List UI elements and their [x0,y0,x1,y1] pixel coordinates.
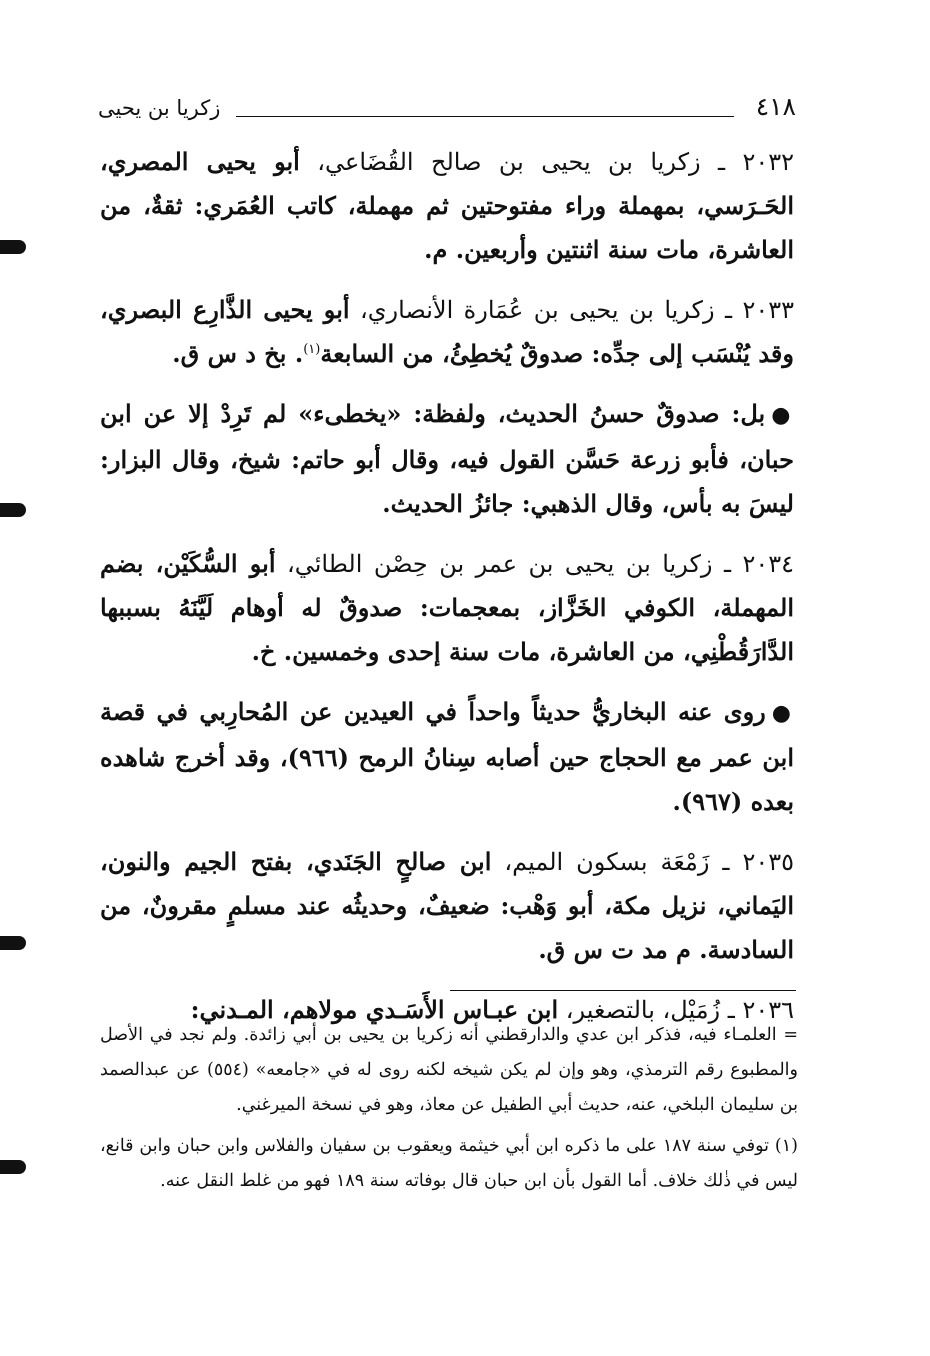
entry-heading: ٢٠٣٢ ـ زكريا بن يحيى بن صالح القُضَاعي، [299,148,794,176]
scan-edge-mark [0,503,26,517]
entry-2035 [100,840,794,972]
entry-heading: ٢٠٣٤ ـ زكريا بن يحيى بن عمر بن حِصْن الطائي، [275,550,794,578]
scan-edge-mark [0,1160,26,1174]
source-symbols: بخ د س ق. [172,339,287,368]
entry-text: ابن عبـاس الأَسَـدي مولاهم، المـدني: [190,995,559,1024]
page-header [98,92,796,126]
scan-edge-mark [0,936,26,950]
main-text [100,140,794,1048]
entry-text: أبو السُّكَيْن، بضم المهملة، الكوفي الخَزَّاز، بمعجمات: صدوقٌ له أوهام لَيَّنَهُ بسببها الدَّارَقُطْنِي، من العاشرة، مات سنة إحدى وخمسين. خ. [100,549,794,666]
entry-heading: ٢٠٣٦ ـ زُمَيْل، بالتصغير، [558,996,794,1024]
footnotes [100,1018,798,1205]
footnote-1: (١) توفي سنة ١٨٧ على ما ذكره ابن أبي خيثمة ويعقوب بن سفيان والفلاس وابن حبان وابن قانع، ليس في ذٰلك خلاف. أما القول بأن ابن حبان قال بوفاته سنة ١٨٩ فهو من غلط النقل عنه. [100,1136,798,1191]
source-symbols: م مد ت س ق. [538,935,691,964]
footnote-ref: (١) [303,342,321,357]
comment-2033 [100,392,794,526]
entry-text: أبو يحيى الذَّارِع البصري، وقد يُنْسَب إلى جدِّه: صدوقٌ يُخطِئُ، من السابعة [100,295,794,368]
entry-heading: ٢٠٣٣ ـ زكريا بن يحيى بن عُمَارة الأنصاري، [349,296,794,324]
entry-heading: ٢٠٣٥ ـ زَمْعَة بسكون الميم، [491,848,794,876]
footnote-continued: = العلمـاء فيه، فذكر ابن عدي والدارقطني أنه زكريا بن يحيى بن أبي زائدة. ولم نجد في الأصل والمطبوع رقم الترمذي، وهو وإن لم يكن شيخه لكنه روى له في «جامعه» (٥٥٤) عن عبدالصمد بن سليمان البلخي، عنه، حديث أبي الطفيل عن معاذ، وهو في نسخة الميرغني. [100,1025,798,1115]
comment-text: بل: صدوقٌ حسنُ الحديث، ولفظة: «يخطىء» لم تَرِدْ إلا عن ابن حبان، فأبو زرعة حَسَّن القول فيه، وقال أبو حاتم: شيخ، وقال البزار: ليسَ به بأس، وقال الذهبي: جائزُ الحديث. [100,399,795,518]
comment-text: روى عنه البخاريُّ حديثاً واحداً في العيدين عن المُحارِبي في قصة ابن عمر مع الحجاج حين أصابه سِنانُ الرمح (٩٦٦)، وقد أخرج شاهده بعده (٩٦٧). [100,697,794,816]
page-number: ٤١٨ [755,92,796,121]
running-title: زكريا بن يحيى [98,96,221,120]
bullet-icon: ● [771,701,795,726]
entry-2034 [100,542,794,674]
header-rule [236,116,734,117]
scan-edge-mark [0,240,26,254]
entry-text: ابن صالحٍ الجَنَدي، بفتح الجيم والنون، اليَماني، نزيل مكة، أبو وَهْب: ضعيفٌ، وحديثُه عند مسلمٍ مقرونٌ، من السادسة. [100,847,794,964]
entry-tail: . [286,339,304,368]
entry-2032 [100,140,794,272]
entry-2033 [100,288,794,376]
comment-2034 [100,690,794,824]
entry-text: أبو يحيى المصري، الحَـرَسي، بمهملة وراء مفتوحتين ثم مهملة، كاتب العُمَري: ثقةٌ، من العاشرة، مات سنة اثنتين وأربعين. م. [100,147,794,264]
footnote-separator [450,990,796,991]
bullet-icon: ● [771,403,794,428]
